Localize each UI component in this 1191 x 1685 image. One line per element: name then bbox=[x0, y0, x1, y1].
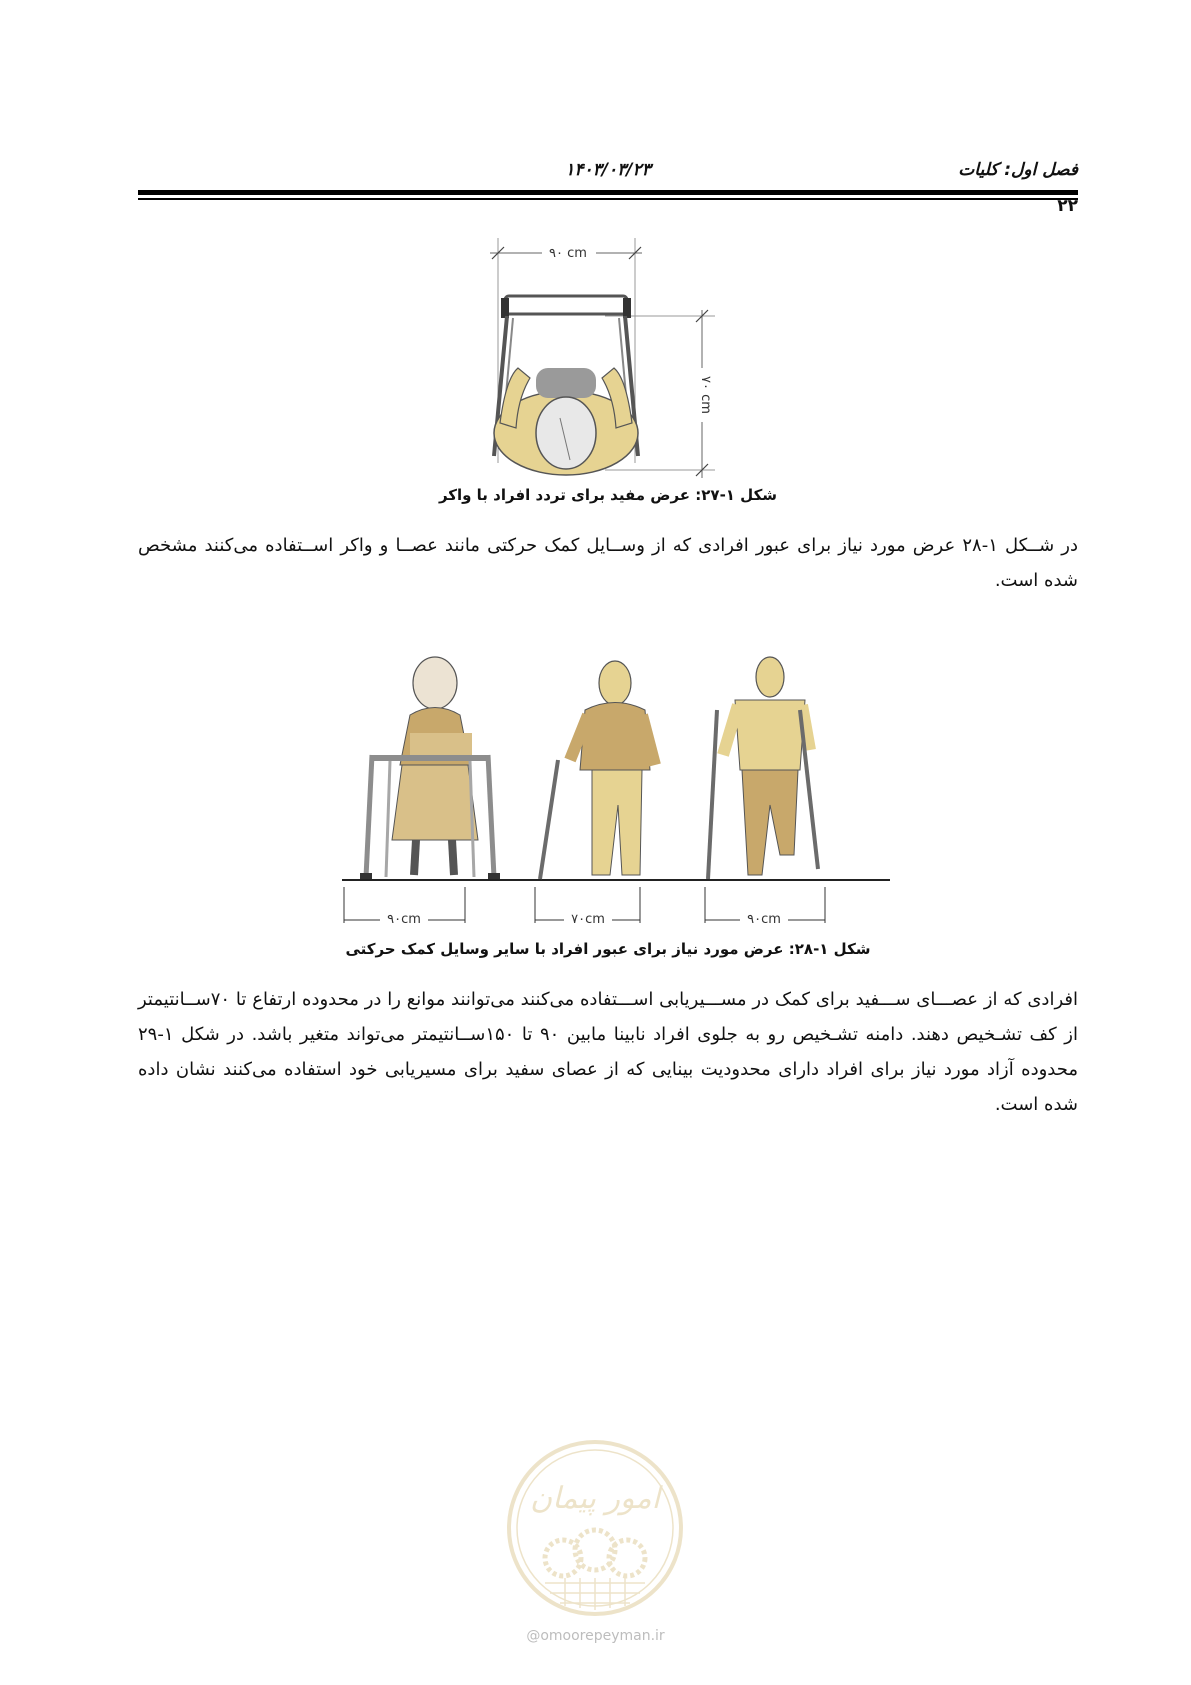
figure-mobility-aids bbox=[330, 655, 900, 945]
walker-width-label: ۹۰cm bbox=[387, 912, 421, 927]
figure-walker-top-view bbox=[470, 228, 720, 510]
person-with-crutches bbox=[708, 657, 818, 879]
page-number: ۲۲ bbox=[1057, 196, 1078, 216]
header-date: ۱۴۰۳/۰۳/۲۳ bbox=[565, 160, 651, 180]
header-rule-thin bbox=[138, 198, 1078, 200]
watermark-logo bbox=[505, 1438, 685, 1618]
page-header bbox=[138, 160, 1078, 184]
figure-27-caption: شکل ۱-۲۷: عرض مفید برای تردد افراد با واکر bbox=[438, 486, 778, 504]
header-rule-thick bbox=[138, 190, 1078, 195]
figure-28-caption: شکل ۱-۲۸: عرض مورد نیاز برای عبور افراد با سایر وسایل کمک حرکتی bbox=[345, 940, 871, 958]
person-with-cane bbox=[540, 661, 655, 879]
cane-width-label: ۷۰cm bbox=[571, 912, 605, 927]
crutches-width-label: ۹۰cm bbox=[747, 912, 781, 927]
width-label: ۹۰ cm bbox=[549, 246, 587, 261]
watermark-logo-text: امور پیمان bbox=[530, 1481, 660, 1516]
paragraph-2: افرادی که از عصـــای ســـفید برای کمک در مســـیریابی اســـتفاده می‌کنند می‌توانند موانع را در محدوده ارتفاع تا ۷۰ســانتیمتر از کف تشـخیص دهند. دامنه تشـخیص رو به جلوی افراد نابینا مابین ۹۰ تا ۱۵۰ســانتیمتر می‌تواند متغیر باشد. در شکل ۱-۲۹ محدوده آزاد مورد نیاز برای افراد دارای محدودیت بینایی که از عصای سفید برای مسیریابی خود استفاده می‌کنند نشان داده شده است. bbox=[138, 989, 1078, 1115]
person-with-walker bbox=[360, 657, 500, 879]
watermark-url: @omoorepeyman.ir bbox=[526, 1628, 665, 1644]
chapter-title: فصل اول: کلیات bbox=[958, 160, 1078, 180]
paragraph-1: در شــکل ۱-۲۸ عرض مورد نیاز برای عبور افرادی که از وســایل کمک حرکتی مانند عصــا و واکر اســتفاده می‌کنند مشخص شده است. bbox=[138, 535, 1078, 591]
depth-label: ۷۰ cm bbox=[698, 376, 713, 414]
